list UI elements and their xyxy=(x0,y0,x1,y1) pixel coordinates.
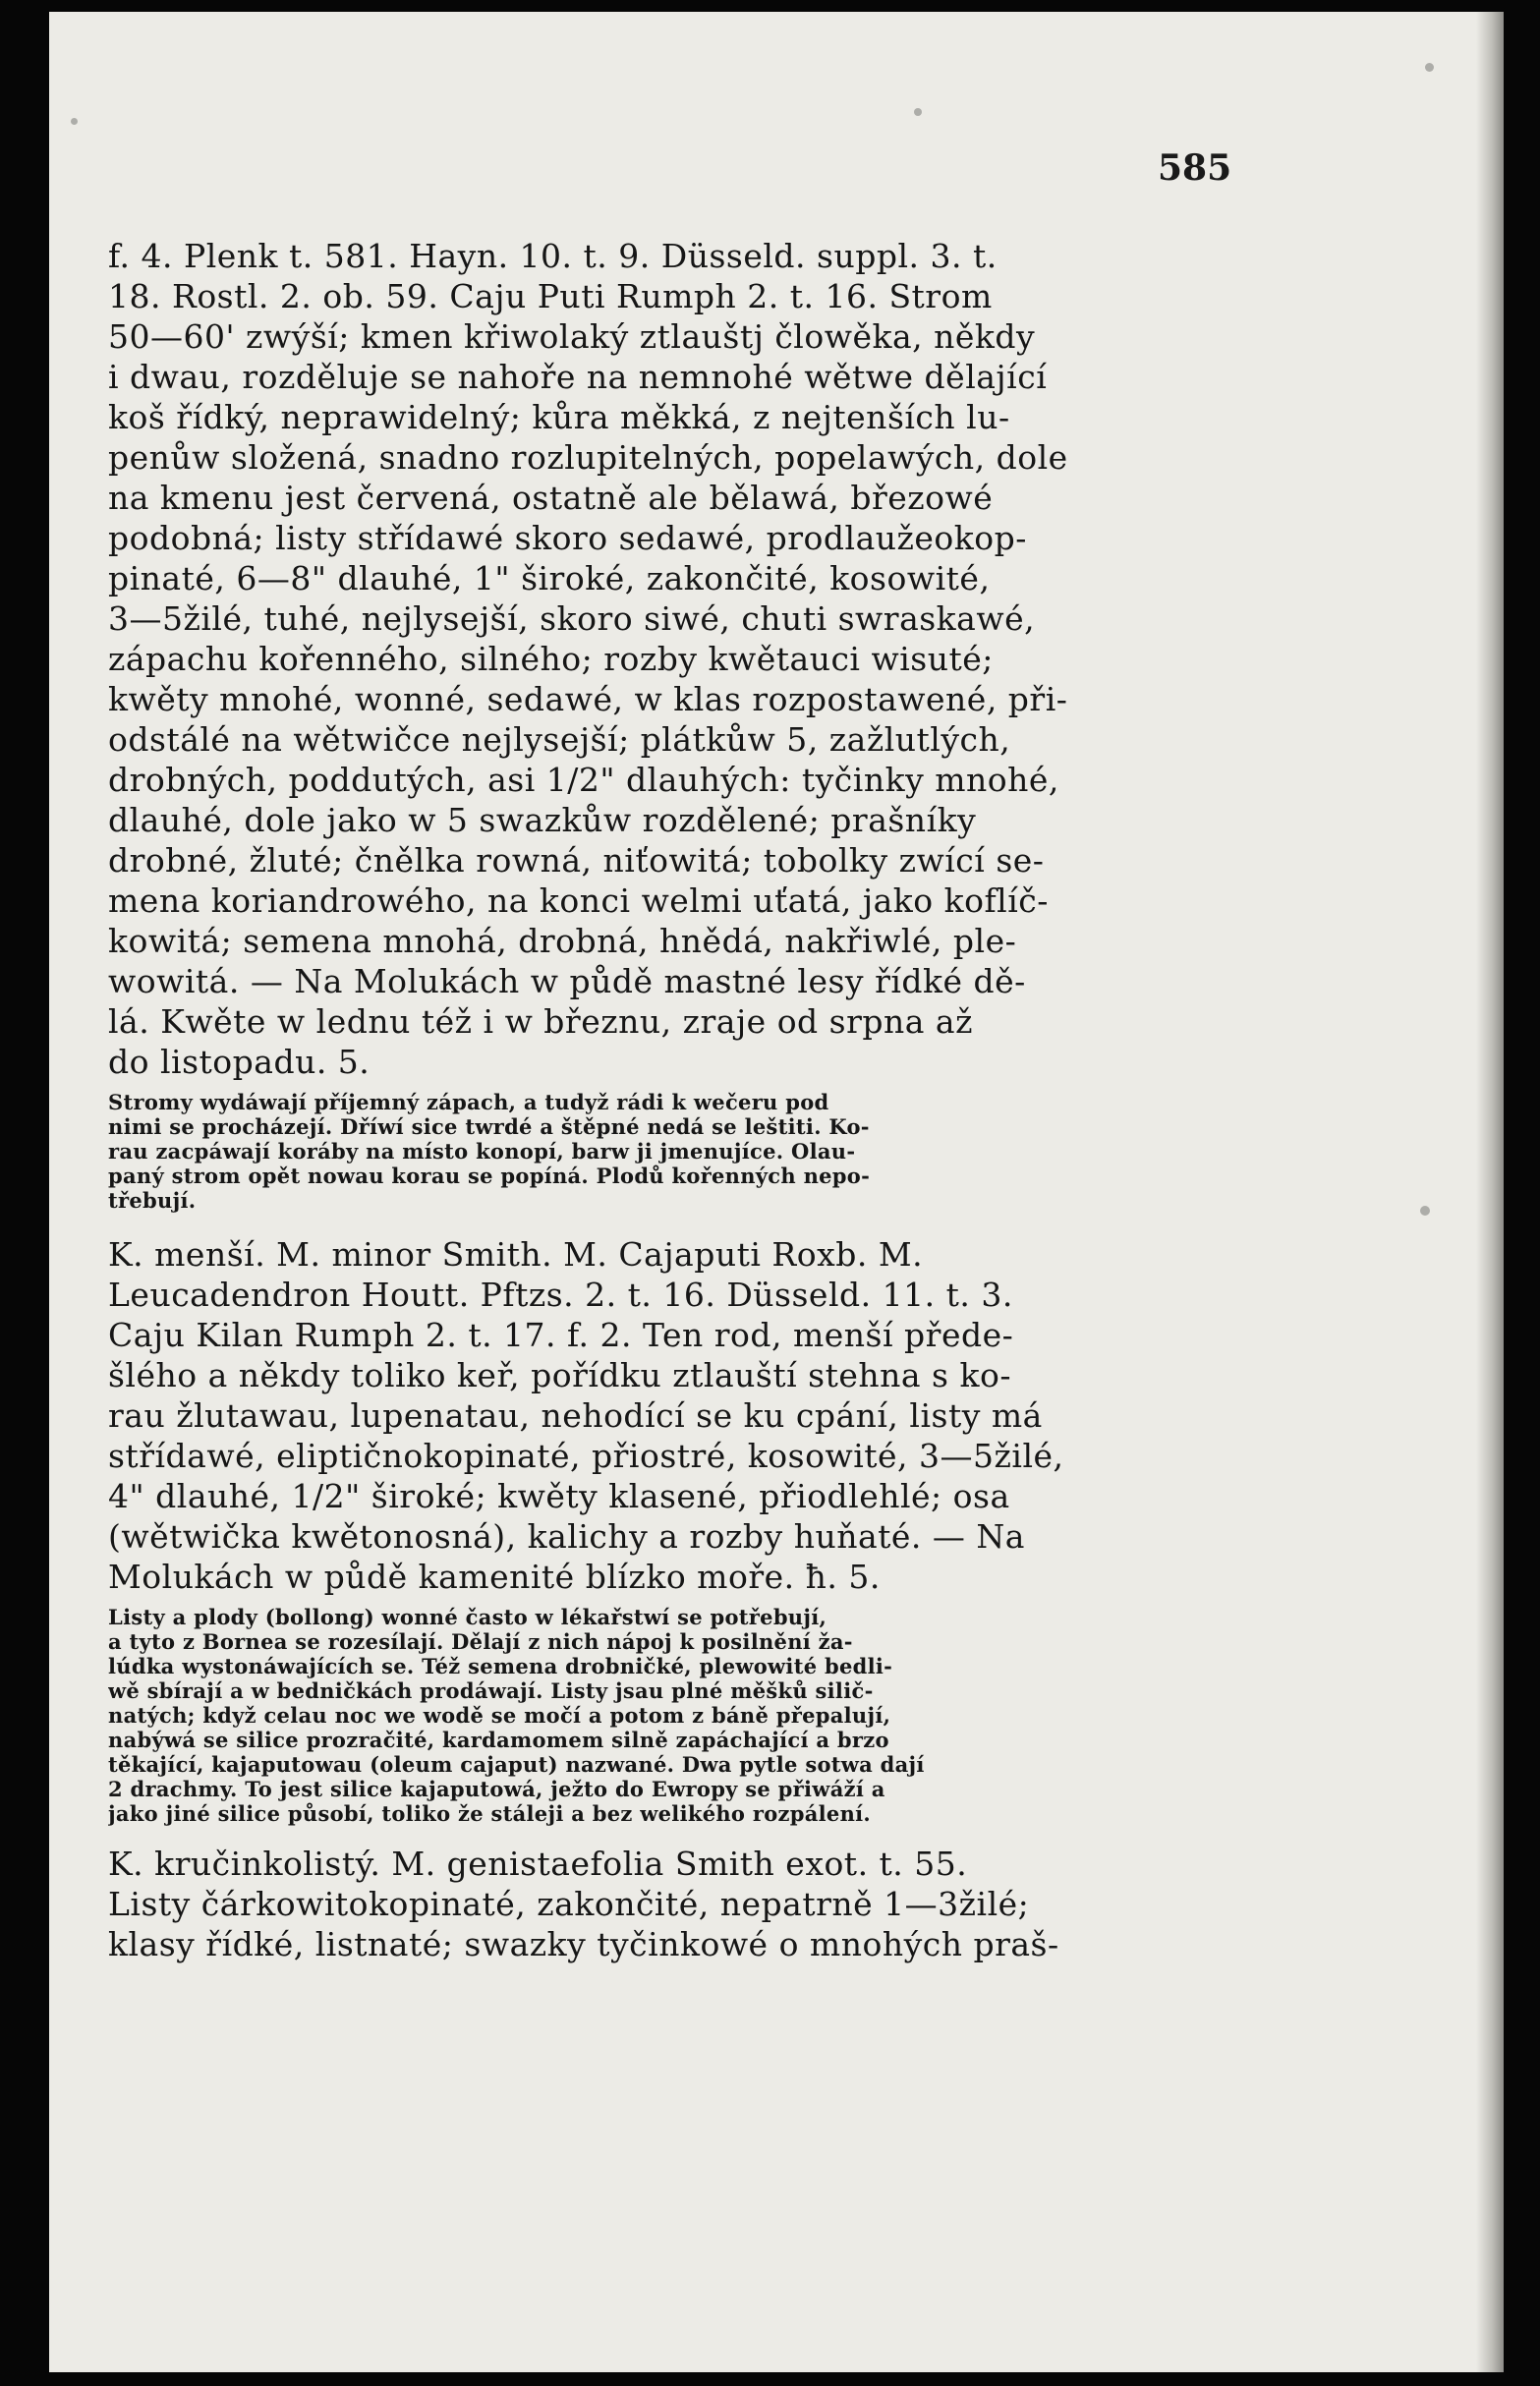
text-line: 50—60' zwýší; kmen křiwolaký ztlauštj člowěka, někdy xyxy=(108,317,1036,356)
text-line: K. kručinkolistý. M. genistaefolia Smith exot. t. 55. xyxy=(108,1845,968,1883)
speck xyxy=(1420,1206,1430,1216)
text-line: Leucadendron Houtt. Pftzs. 2. t. 16. Düsseld. 11. t. 3. xyxy=(108,1276,1013,1314)
text-line: Molukách w půdě kamenité blízko moře. ħ. 5. xyxy=(108,1558,881,1596)
note-line: 2 drachmy. To jest silice kajaputowá, ježto do Ewropy se přiwáží a xyxy=(108,1777,885,1801)
text-line: K. menší. M. minor Smith. M. Cajaputi Roxb. M. xyxy=(108,1235,924,1274)
paragraph xyxy=(108,236,1215,1082)
text-line: 3—5žilé, tuhé, nejlysejší, skoro siwé, chuti swraskawé, xyxy=(108,599,1036,638)
note-line: Listy a plody (bollong) wonné často w lékařstwí se potřebují, xyxy=(108,1605,827,1629)
note-line: a tyto z Bornea se rozesílají. Dělají z nich nápoj k posilnění ža- xyxy=(108,1629,853,1654)
text-line: drobné, žluté; čnělka rowná, niťowitá; tobolky zwící se- xyxy=(108,841,1045,880)
text-line: odstálé na wětwičce nejlysejší; plátkůw 5, zažlutlých, xyxy=(108,720,1011,759)
speck xyxy=(1425,63,1434,72)
speck xyxy=(71,118,78,125)
note-line: těkající, kajaputowau (oleum cajaput) nazwané. Dwa pytle sotwa dají xyxy=(108,1752,925,1777)
text-line: koš řídký, neprawidelný; kůra měkká, z nejtenších lu- xyxy=(108,398,1010,436)
text-line: 18. Rostl. 2. ob. 59. Caju Puti Rumph 2. t. 16. Strom xyxy=(108,277,993,315)
note-line: lúdka wystonáwajících se. Též semena drobničké, plewowité bedli- xyxy=(108,1654,893,1678)
text-line: šlého a někdy toliko keř, pořídku ztlauští stehna s ko- xyxy=(108,1356,1011,1394)
text-line: pinaté, 6—8" dlauhé, 1" široké, zakončité, kosowité, xyxy=(108,559,991,597)
page-edge-shadow xyxy=(1476,12,1504,2372)
text-line: rau žlutawau, lupenatau, nehodící se ku cpání, listy má xyxy=(108,1396,1043,1435)
paragraph xyxy=(108,1234,1215,1597)
text-line: wowitá. — Na Molukách w půdě mastné lesy řídké dě- xyxy=(108,962,1026,1000)
text-line: 4" dlauhé, 1/2" široké; kwěty klasené, přiodlehlé; osa xyxy=(108,1477,1010,1515)
text-line: kowitá; semena mnohá, drobná, hnědá, nakřiwlé, ple- xyxy=(108,922,1017,960)
footnote-paragraph xyxy=(108,1090,1215,1213)
text-line: do listopadu. 5. xyxy=(108,1043,371,1081)
note-line: jako jiné silice působí, toliko že stáleji a bez welikého rozpálení. xyxy=(108,1801,872,1826)
text-line: penůw složená, snadno rozlupitelných, popelawých, dole xyxy=(108,438,1068,477)
note-line: paný strom opět nowau korau se popíná. Plodů kořenných nepo- xyxy=(108,1164,871,1188)
text-line: klasy řídké, listnaté; swazky tyčinkowé o mnohých praš- xyxy=(108,1925,1059,1963)
book-page xyxy=(49,12,1504,2372)
text-line: podobná; listy střídawé skoro sedawé, prodlaužeokop- xyxy=(108,519,1027,557)
note-line: natých; když celau noc we wodě se močí a potom z báně přepalují, xyxy=(108,1703,891,1728)
text-line: Listy čárkowitokopinaté, zakončité, nepatrně 1—3žilé; xyxy=(108,1885,1030,1923)
text-line: f. 4. Plenk t. 581. Hayn. 10. t. 9. Düsseld. suppl. 3. t. xyxy=(108,237,998,275)
text-line: drobných, poddutých, asi 1/2" dlauhých: tyčinky mnohé, xyxy=(108,761,1059,799)
text-line: na kmenu jest červená, ostatně ale bělawá, březowé xyxy=(108,479,994,517)
note-line: nimi se procházejí. Dříwí sice twrdé a štěpné nedá se leštiti. Ko- xyxy=(108,1114,870,1139)
text-line: zápachu kořenného, silného; rozby kwětauci wisuté; xyxy=(108,640,994,678)
page-number: 585 xyxy=(1158,147,1232,189)
note-line: nabýwá se silice prozračité, kardamomem silně zapáchající a brzo xyxy=(108,1728,889,1752)
speck xyxy=(914,108,922,116)
text-line: kwěty mnohé, wonné, sedawé, w klas rozpostawené, při- xyxy=(108,680,1068,718)
text-body xyxy=(108,236,1215,1964)
text-line: lá. Kwěte w lednu též i w březnu, zraje od srpna až xyxy=(108,1002,973,1041)
paragraph xyxy=(108,1844,1215,1964)
footnote-paragraph xyxy=(108,1605,1215,1826)
text-line: (wětwička kwětonosná), kalichy a rozby huňaté. — Na xyxy=(108,1517,1025,1556)
text-line: dlauhé, dole jako w 5 swazkůw rozdělené; prašníky xyxy=(108,801,977,839)
note-line: wě sbírají a w bedničkách prodáwají. Listy jsau plné měšků silič- xyxy=(108,1678,874,1703)
note-line: třebují. xyxy=(108,1188,197,1213)
text-line: Caju Kilan Rumph 2. t. 17. f. 2. Ten rod, menší přede- xyxy=(108,1316,1014,1354)
text-line: i dwau, rozděluje se nahoře na nemnohé wětwe dělající xyxy=(108,358,1048,396)
text-line: mena koriandrowého, na konci welmi uťatá, jako koflíč- xyxy=(108,881,1049,920)
note-line: Stromy wydáwají příjemný zápach, a tudyž rádi k wečeru pod xyxy=(108,1090,829,1114)
text-line: střídawé, eliptičnokopinaté, přiostré, kosowité, 3—5žilé, xyxy=(108,1437,1064,1475)
note-line: rau zacpáwají koráby na místo konopí, barw ji jmenujíce. Olau- xyxy=(108,1139,856,1164)
